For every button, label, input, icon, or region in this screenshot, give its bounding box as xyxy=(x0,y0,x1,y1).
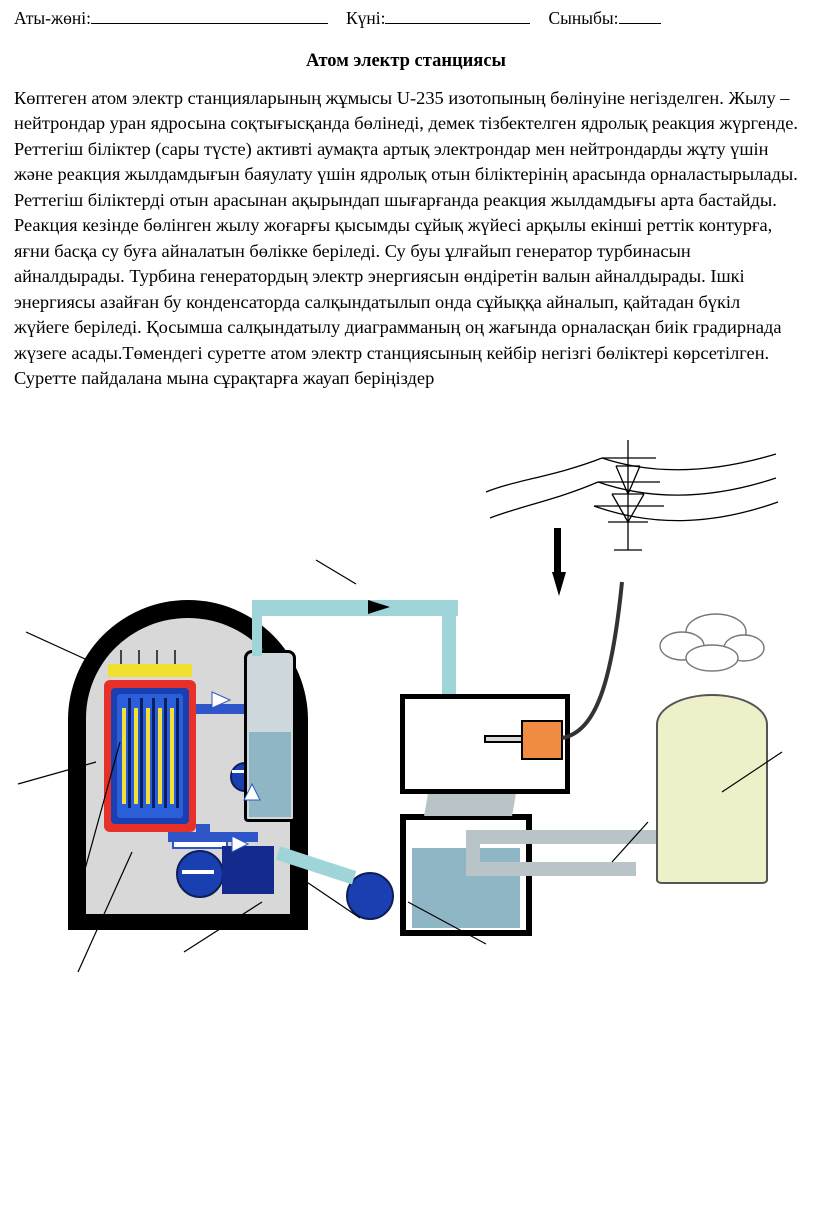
generator-output-cable xyxy=(562,582,622,738)
date-blank[interactable] xyxy=(385,9,530,24)
flow-arrows-white xyxy=(212,692,260,852)
callout-leaders xyxy=(18,560,782,972)
transmission-pylon xyxy=(486,440,778,550)
class-label: Сыныбы: xyxy=(548,8,619,28)
diagram-overlay xyxy=(16,432,806,992)
student-name-blank[interactable] xyxy=(91,9,328,24)
page-title: Атом электр станциясы xyxy=(306,51,506,71)
flow-arrows xyxy=(368,528,566,614)
class-blank[interactable] xyxy=(619,9,661,24)
worksheet-header xyxy=(14,8,798,29)
student-name-label: Аты-жөні: xyxy=(14,8,91,28)
body-paragraph: Көптеген атом электр станцияларының жұмысы U-235 изотопының бөлінуіне негізделген. Жылу –нейтрондар уран ядросына соқтығысқанда бөлінеді, демек тізбектелген ядролық реакция жүргенде. Реттегіш біліктер (сары түсте) активті аумақта артық электрондар мен нейтрондарды жұту үшін және реакция жылдамдығын баяулату үшін ядролық отын біліктерінің арасында орналастырылады. Реттегіш біліктерді отын арасынан ақырындап шығарғанда реакция жылдамдығы арта бастайды. Реакция кезінде бөлінген жылу жоғарғы қысымды сұйық жүйесі арқылы екінші реттік контурға, яғни басқа су буға айналатын бөлікке беріледі. Су буы ұлғайып генератор турбинасын айналдырады. Турбина генератордың электр энергиясын өндіретін валын айналдырады. Ішкі энергиясы азайған бу конденсаторда салқындатылып онда сұйыққа айналып, қайтадан бүкіл жүйеге беріледі. Қосымша салқындатылу диаграмманың оң жағында орналасқан биік градирнада жүзеге асады.Төмендегі суретте атом электр станциясының кейбір негізгі бөліктері көрсетілген. Суретте пайдалана мына сұрақтарға жауап беріңіздер xyxy=(14,88,798,389)
steam-cloud xyxy=(660,614,764,671)
nuclear-power-plant-diagram xyxy=(16,432,806,992)
date-label: Күні: xyxy=(345,8,386,28)
